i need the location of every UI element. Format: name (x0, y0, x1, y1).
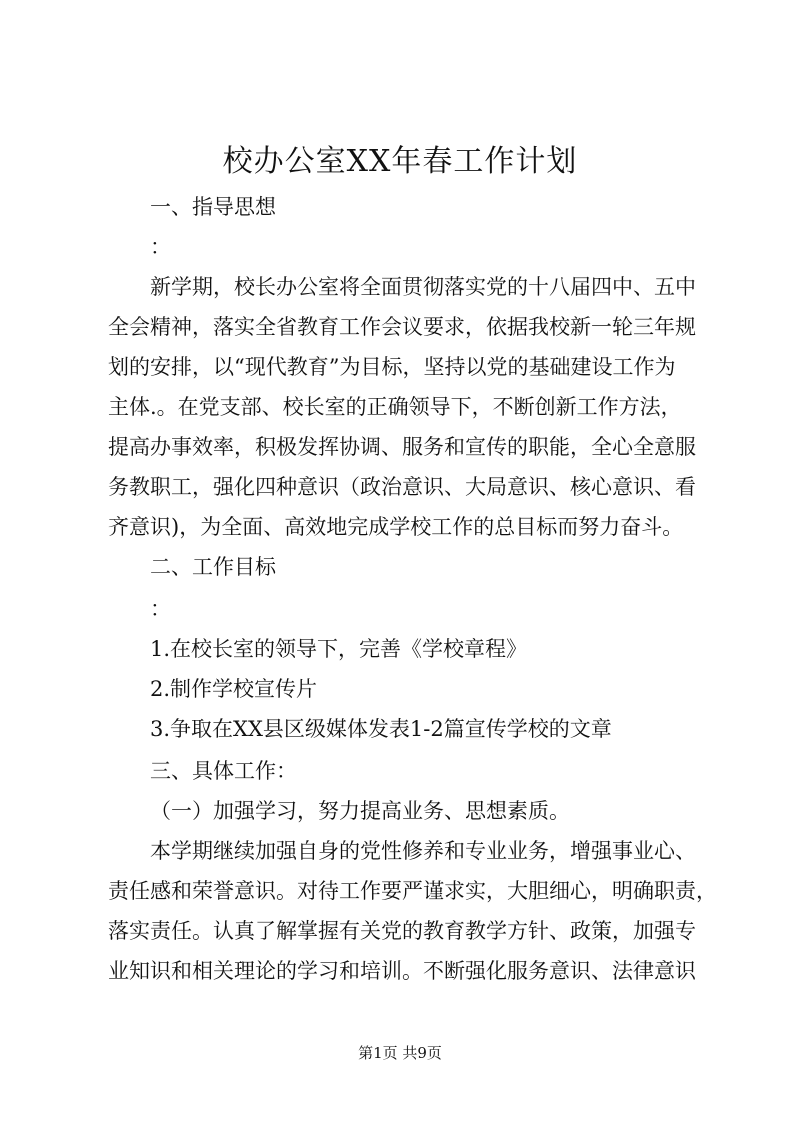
goal-item: 3.争取在XX县区级媒体发表1-2篇宣传学校的文章 (150, 717, 612, 741)
paragraph-line: 落实责任。认真了解掌握有关党的教育教学方针、政策，加强专 (108, 919, 696, 943)
paragraph-line: 提高办事效率，积极发挥协调、服务和宣传的职能，全心全意服 (108, 435, 696, 459)
paragraph-line: 务教职工，强化四种意识（政治意识、大局意识、核心意识、看 (108, 475, 696, 499)
section-colon: ： (150, 235, 171, 259)
paragraph-line: 全会精神，落实全省教育工作会议要求，依据我校新一轮三年规 (108, 315, 696, 339)
section-colon: ： (150, 597, 171, 621)
document-title: 校办公室XX年春工作计划 (222, 144, 578, 179)
page-number-footer: 第1页 共9页 (358, 1044, 442, 1062)
goal-item: 1.在校长室的领导下，完善《学校章程》 (150, 637, 528, 661)
subsection-heading: （一）加强学习，努力提高业务、思想素质。 (150, 799, 570, 823)
paragraph-line: 主体.。在党支部、校长室的正确领导下，不断创新工作方法， (108, 395, 682, 419)
paragraph-line: 新学期，校长办公室将全面贯彻落实党的十八届四中、五中 (150, 275, 696, 299)
paragraph-line: 业知识和相关理论的学习和培训。不断强化服务意识、法律意识 (108, 959, 696, 983)
paragraph-line: 责任感和荣誉意识。对待工作要严谨求实，大胆细心，明确职责， (108, 879, 717, 903)
paragraph-line: 本学期继续加强自身的党性修养和专业业务，增强事业心、 (150, 839, 696, 863)
goal-item: 2.制作学校宣传片 (150, 677, 318, 701)
section-heading-guiding-thought: 一、指导思想 (150, 195, 276, 219)
paragraph-line: 齐意识)，为全面、高效地完成学校工作的总目标而努力奋斗。 (108, 515, 684, 539)
section-heading-work-goals: 二、工作目标 (150, 555, 276, 579)
section-heading-specific-work: 三、具体工作： (150, 759, 297, 783)
paragraph-line: 划的安排，以“现代教育”为目标，坚持以党的基础建设工作为 (108, 355, 676, 379)
